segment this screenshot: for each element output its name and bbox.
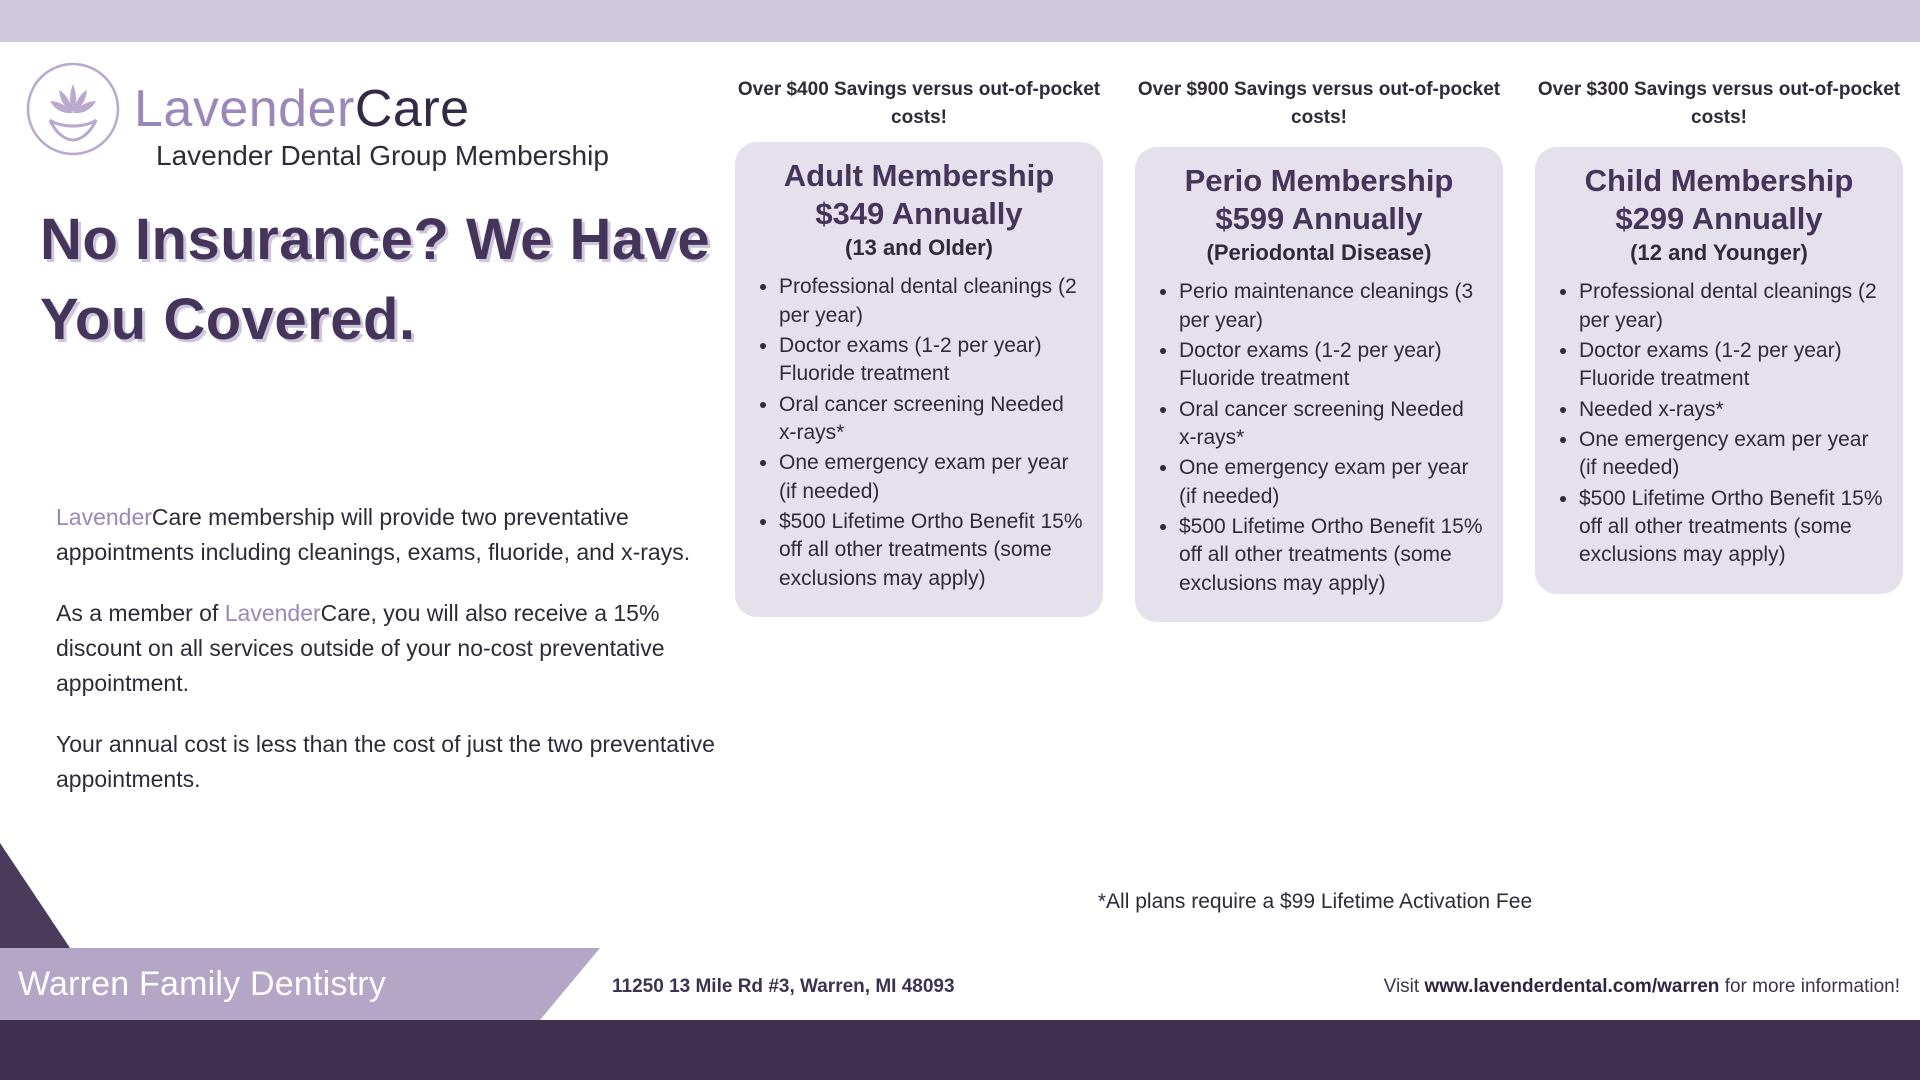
savings-banner: Over $900 Savings versus out-of-pocket costs! [1137, 79, 1501, 128]
list-item: • Doctor exams (1-2 per year) Fluoride treatment [1179, 337, 1483, 394]
practice-name: Warren Family Dentistry [18, 965, 386, 1003]
page-title: No Insurance? We Have You Covered. [40, 207, 711, 353]
bottom-bar [0, 1020, 1920, 1080]
list-item: • Doctor exams (1-2 per year) Fluoride treatment [1579, 337, 1883, 394]
plan-subtitle: (Periodontal Disease) [1206, 240, 1432, 266]
list-item: • One emergency exam per year (if needed) [1179, 454, 1483, 511]
visit-suffix: for more information! [1719, 976, 1900, 997]
list-item: • Perio maintenance cleanings (3 per year) [1179, 278, 1483, 335]
savings-banner: Over $400 Savings versus out-of-pocket costs! [737, 79, 1101, 128]
plan-subtitle: (12 and Younger) [1630, 240, 1808, 266]
corner-accent [0, 843, 70, 948]
paragraph-1-text: Care membership will provide two preventative appointments including cleanings, exams, fluoride, and x-rays. [56, 504, 691, 565]
plan-price: $299 Annually [1615, 200, 1823, 236]
logo-subtitle: Lavender Dental Group Membership [156, 140, 609, 171]
plan-card-body [1135, 147, 1503, 622]
plan-card-adult [735, 76, 1103, 617]
list-item: • One emergency exam per year (if needed) [1579, 426, 1883, 483]
website-url[interactable]: www.lavenderdental.com/warren [1424, 976, 1720, 997]
website-callout [1384, 976, 1900, 998]
practice-address: 11250 13 Mile Rd #3, Warren, MI 48093 [612, 976, 955, 997]
list-item: • Oral cancer screening Needed x-rays* [779, 391, 1083, 448]
plan-subtitle: (13 and Older) [845, 235, 993, 261]
top-band [0, 0, 1920, 42]
plan-price: $599 Annually [1215, 200, 1423, 236]
paragraph-1 [56, 500, 726, 570]
paragraph-3: Your annual cost is less than the cost of just the two preventative appointments. [56, 730, 715, 792]
plan-title: Adult Membership [783, 158, 1055, 193]
list-item: • One emergency exam per year (if needed) [779, 449, 1083, 506]
paragraph-2-text: Care, you will also receive a 15% discount on all services outside of your no-cost preventative appointment. [56, 599, 665, 696]
plan-card-child [1535, 76, 1903, 594]
list-item: • $500 Lifetime Ortho Benefit 15% off all other treatments (some exclusions may apply) [1579, 485, 1883, 570]
plan-card-body [1535, 147, 1903, 594]
body-copy [56, 500, 726, 823]
paragraph-2 [56, 596, 726, 701]
list-item: • $500 Lifetime Ortho Benefit 15% off all other treatments (some exclusions may apply) [779, 508, 1083, 593]
plan-columns [735, 76, 1901, 876]
plan-feature-list [779, 273, 1083, 593]
list-item: • Doctor exams (1-2 per year) Fluoride treatment [779, 332, 1083, 389]
list-item: • $500 Lifetime Ortho Benefit 15% off all other treatments (some exclusions may apply) [1179, 513, 1483, 598]
paragraph-2-pre: As a member of [56, 599, 225, 626]
plan-feature-list [1579, 278, 1883, 569]
logo-text [134, 80, 470, 138]
plan-card-perio [1135, 76, 1503, 622]
logo-text-care: Care [354, 80, 470, 138]
plan-feature-list [1179, 278, 1483, 598]
savings-banner: Over $300 Savings versus out-of-pocket costs! [1537, 79, 1901, 128]
activation-fee-note: *All plans require a $99 Lifetime Activation Fee [1097, 890, 1533, 913]
lavender-word: Lavender [56, 504, 152, 530]
plan-title: Perio Membership [1184, 163, 1454, 198]
visit-prefix: Visit [1383, 976, 1425, 997]
list-item: • Professional dental cleanings (2 per year) [779, 273, 1083, 330]
lotus-flower-icon [26, 62, 120, 156]
list-item: • Oral cancer screening Needed x-rays* [1179, 396, 1483, 453]
list-item: • Professional dental cleanings (2 per year) [1579, 278, 1883, 335]
plan-title: Child Membership [1584, 163, 1854, 198]
lavender-word-2: Lavender [224, 599, 321, 626]
plan-card-body [735, 142, 1103, 617]
logo-text-lavender: Lavender [134, 80, 355, 138]
plan-price: $349 Annually [815, 195, 1023, 231]
list-item: • Needed x-rays* [1579, 396, 1883, 424]
